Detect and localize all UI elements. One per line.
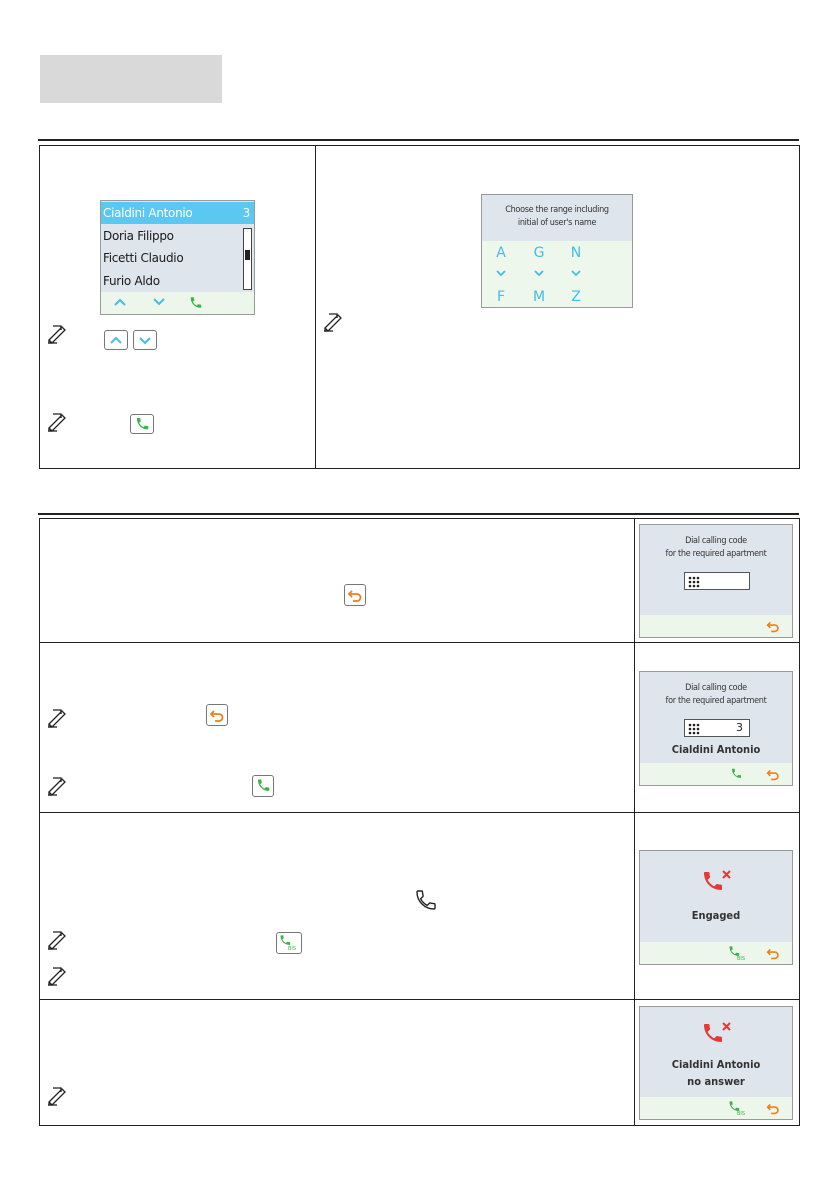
- note-icon: [46, 410, 68, 432]
- chevron-down-icon: [533, 269, 545, 277]
- note-icon: [322, 310, 344, 332]
- dial-softkey-bar: [640, 615, 792, 637]
- row-divider: [39, 642, 800, 643]
- redial-icon[interactable]: [726, 944, 750, 964]
- phone-call-icon[interactable]: [189, 295, 203, 310]
- code-value: 3: [736, 721, 743, 734]
- redial-icon[interactable]: [726, 1099, 750, 1119]
- back-arrow-icon[interactable]: [764, 765, 782, 783]
- section-tab: [40, 55, 222, 103]
- range-to-letter[interactable]: M: [532, 289, 546, 305]
- section-rule-bottom: [38, 513, 799, 515]
- chevron-down-icon[interactable]: [152, 297, 166, 307]
- back-arrow-icon[interactable]: [764, 617, 782, 635]
- dial-code-screen-filled: [639, 671, 793, 786]
- row-divider: [39, 812, 800, 813]
- user-name: Cialdini Antonio: [671, 1058, 761, 1071]
- list-item-code: 3: [242, 206, 250, 220]
- call-status: Engaged: [691, 909, 741, 922]
- call-button[interactable]: [252, 775, 274, 797]
- range-from-letter[interactable]: G: [533, 245, 545, 261]
- phone-call-icon[interactable]: [728, 766, 744, 782]
- redial-icon: [277, 933, 301, 953]
- list-item[interactable]: [101, 270, 239, 292]
- chevron-up-icon[interactable]: [113, 297, 127, 307]
- note-icon: [46, 322, 68, 344]
- resolved-user-name: Cialdini Antonio: [671, 743, 761, 756]
- call-failed-icon: [699, 1019, 735, 1049]
- dial-prompt-line2: for the required apartment: [665, 696, 767, 706]
- chevron-up-icon: [105, 331, 127, 349]
- call-status: no answer: [687, 1075, 745, 1088]
- back-button[interactable]: [344, 584, 366, 606]
- list-item-name: Furio Aldo: [103, 274, 160, 288]
- code-input[interactable]: [684, 719, 750, 737]
- engaged-screen: [639, 850, 793, 965]
- note-icon: [46, 964, 68, 986]
- phone-icon: [414, 888, 438, 912]
- redial-label: BIS: [737, 1111, 746, 1117]
- code-input[interactable]: [684, 572, 750, 590]
- range-from-letter[interactable]: A: [496, 245, 506, 261]
- section-rule-top: [38, 139, 799, 141]
- back-arrow-icon[interactable]: [764, 1099, 782, 1117]
- call-button[interactable]: [130, 414, 154, 434]
- dial-prompt-line1: Dial calling code: [685, 683, 747, 693]
- dial-code-screen: [639, 524, 793, 638]
- bottom-panel-divider: [634, 518, 635, 1126]
- list-scrollbar[interactable]: [243, 228, 252, 290]
- list-item-name: Ficetti Claudio: [103, 251, 184, 265]
- back-arrow-icon: [207, 705, 227, 725]
- keypad-icon: [688, 723, 702, 735]
- list-item-name: Cialdini Antonio: [103, 206, 193, 220]
- up-button[interactable]: [104, 330, 128, 350]
- back-arrow-icon: [345, 585, 365, 605]
- keypad-icon: [688, 576, 702, 588]
- phone-call-icon: [253, 776, 273, 796]
- chevron-down-icon: [134, 331, 156, 349]
- redial-label: BIS: [288, 946, 297, 952]
- engaged-softkey-bar: [640, 942, 792, 964]
- list-item[interactable]: [101, 247, 239, 269]
- redial-label: BIS: [737, 956, 746, 962]
- list-scroll-thumb[interactable]: [245, 250, 250, 260]
- range-screen: [481, 194, 633, 308]
- range-to-letter[interactable]: F: [496, 289, 506, 305]
- list-item-name: Doria Filippo: [103, 229, 174, 243]
- user-list-screen: [100, 200, 255, 315]
- list-softkey-bar: [101, 292, 254, 314]
- back-arrow-icon[interactable]: [764, 944, 782, 962]
- range-from-letter[interactable]: N: [570, 245, 582, 261]
- list-item[interactable]: [101, 225, 239, 247]
- note-icon: [46, 1084, 68, 1106]
- range-prompt-line2: initial of user's name: [517, 218, 597, 228]
- phone-call-icon: [131, 415, 153, 433]
- call-failed-icon: [699, 867, 735, 897]
- dial-softkey-bar: [640, 763, 792, 785]
- no-answer-screen: [639, 1006, 793, 1120]
- top-panel-divider: [315, 145, 316, 469]
- range-prompt-line1: Choose the range including: [505, 205, 609, 215]
- note-icon: [46, 774, 68, 796]
- row-divider: [39, 999, 800, 1000]
- no-answer-softkey-bar: [640, 1097, 792, 1119]
- range-to-letter[interactable]: Z: [571, 289, 581, 305]
- down-button[interactable]: [133, 330, 157, 350]
- note-icon: [46, 706, 68, 728]
- chevron-down-icon: [570, 269, 582, 277]
- redial-button[interactable]: [276, 932, 302, 954]
- note-icon: [46, 928, 68, 950]
- dial-prompt-line1: Dial calling code: [685, 536, 747, 546]
- back-button[interactable]: [206, 704, 228, 726]
- chevron-down-icon: [495, 269, 507, 277]
- dial-prompt-line2: for the required apartment: [665, 549, 767, 559]
- list-item[interactable]: [101, 202, 254, 224]
